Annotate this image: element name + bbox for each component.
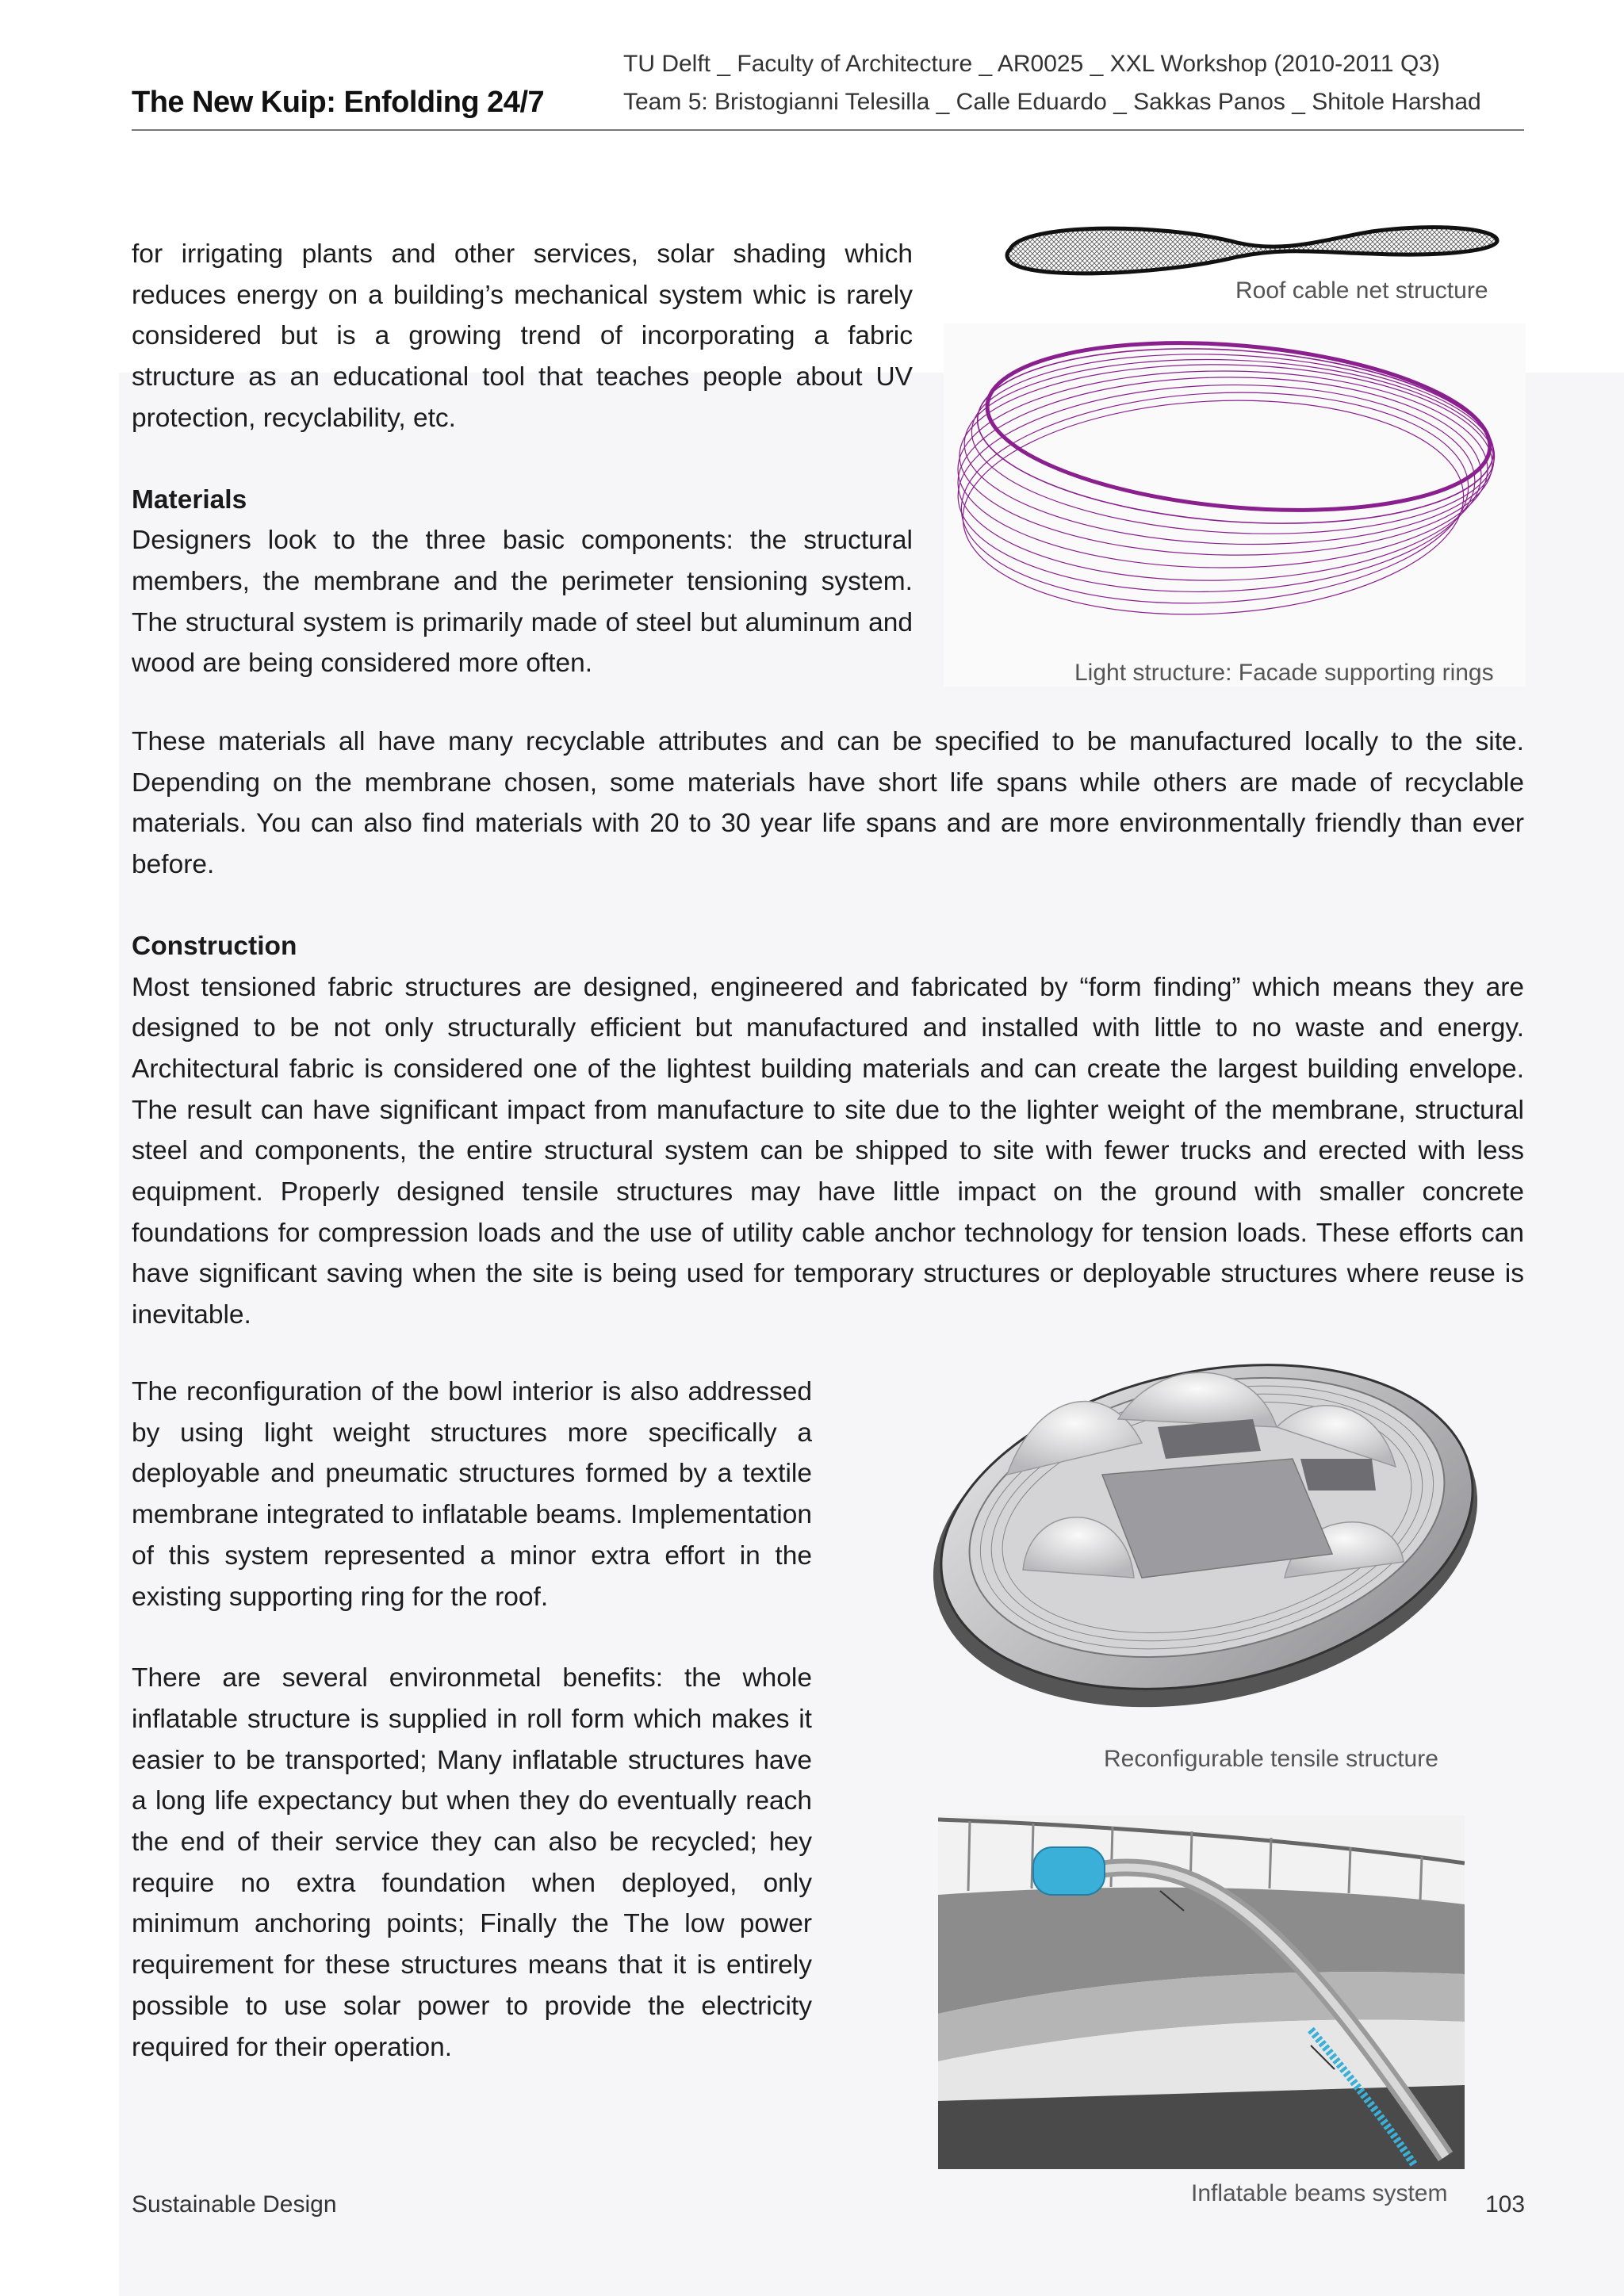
bowl-column: [132, 1372, 812, 2068]
benefits-paragraph: There are several environmetal benefits: the whole inflatable structure is supplied in roll form which makes it easier to be transported; Many inflatable structures have a long life expectancy but when they do eventually reach the end of their service they can also be recycled; hey require no extra foundation when deployed, only minimum anchoring points; Finally the The low power requirement for these structures means that it is entirely possible to use solar power to provide the electricity required for their operation.: [132, 1663, 812, 2062]
header-divider: [132, 129, 1524, 131]
tensile-caption: Reconfigurable tensile structure: [1104, 1746, 1438, 1772]
course-line: TU Delft _ Faculty of Architecture _ AR0025 _ XXL Workshop (2010-2011 Q3): [623, 51, 1440, 77]
team-line: Team 5: Bristogianni Telesilla _ Calle Eduardo _ Sakkas Panos _ Shitole Harshad: [623, 89, 1481, 115]
document-title: The New Kuip: Enfolding 24/7: [132, 86, 545, 119]
intro-paragraph: for irrigating plants and other services, solar shading which reduces energy on a building’s mechanical system whic is rarely considered but is a growing trend of incorporating a fabric structure as an educational tool that teaches people about UV protection, recyclability, etc.: [132, 239, 913, 433]
tensile-structure-figure: [920, 1340, 1491, 1720]
inflatable-beams-figure: [938, 1816, 1465, 2169]
page-number: 103: [1485, 2191, 1526, 2218]
materials-paragraph: Designers look to the three basic components: the structural members, the membrane and the perimeter tensioning system. The structural system is primarily made of steel but aluminum and wood are being considered more often.: [132, 526, 913, 679]
reconfiguration-paragraph: The reconfiguration of the bowl interior is also addressed by using light weight structures more specifically a deployable and pneumatic structures formed by a textile membrane integrated to inflatable beams. Implementation of this system represented a minor extra effort in the existing supporting ring for the roof.: [132, 1377, 812, 1612]
inflatable-caption: Inflatable beams system: [1191, 2180, 1448, 2206]
construction-heading: Construction: [132, 931, 297, 961]
materials-heading: Materials: [132, 484, 247, 515]
construction-paragraph: Most tensioned fabric structures are designed, engineered and fabricated by “form finding” which means they are designed to be not only structurally efficient but manufactured and installed with little to no waste and energy. Architectural fabric is considered one of the lightest building materials and can create the largest building envelope. The result can have significant impact from manufacture to site due to the lighter weight of the membrane, structural steel and components, the entire structural system can be shipped to site with fewer trucks and erected with less equipment. Properly designed tensile structures may have little impact on the ground with smaller concrete foundations for compression loads and the use of utility cable anchor technology for tension loads. These efforts can have significant saving when the site is being used for temporary structures or deployable structures where reuse is inevitable.: [132, 972, 1524, 1330]
full-width-column: [132, 721, 1524, 1336]
intro-column: [132, 234, 913, 684]
footer-section: Sustainable Design: [132, 2191, 337, 2218]
facade-rings-figure: [944, 333, 1526, 626]
facade-rings-caption: Light structure: Facade supporting rings: [1074, 660, 1494, 686]
roof-cable-caption: Roof cable net structure: [1235, 277, 1488, 304]
roof-cable-net-figure: [999, 216, 1507, 287]
materials-paragraph-2: These materials all have many recyclable attributes and can be specified to be manufactured locally to the site. Depending on the membrane chosen, some materials have short life spans while others are made of recyclable materials. You can also find materials with 20 to 30 year life spans and are more environmentally friendly than ever before.: [132, 727, 1524, 880]
